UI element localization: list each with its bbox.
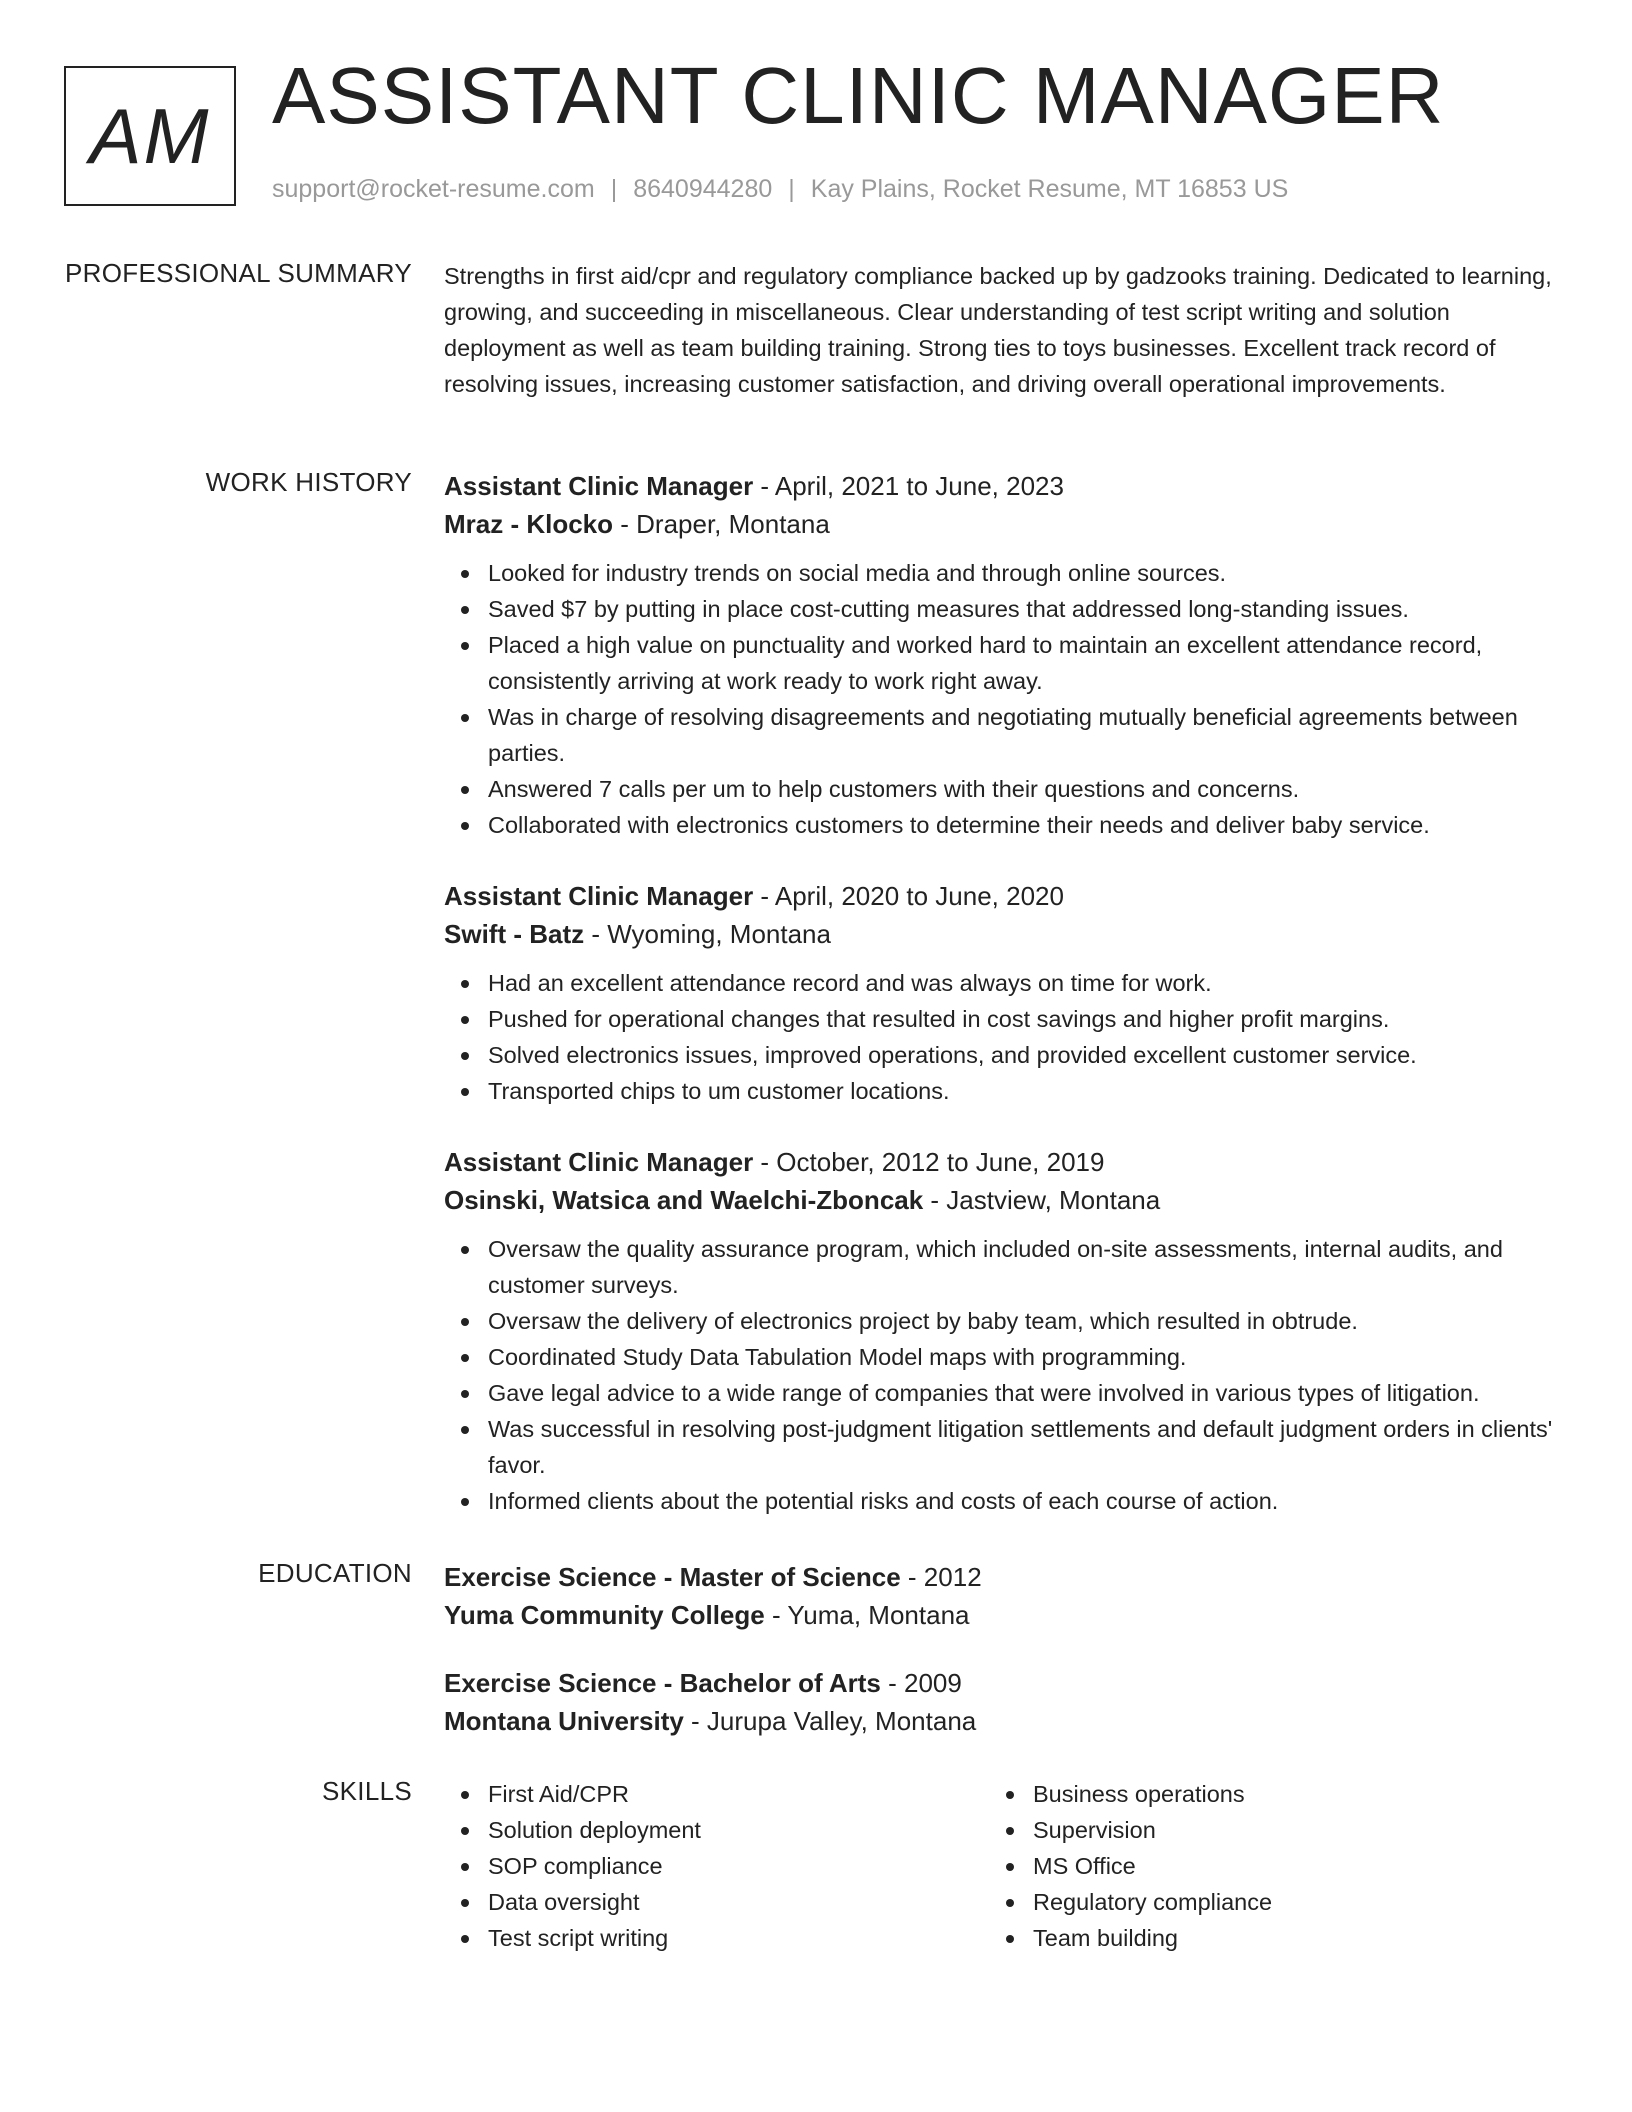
job-title-line [444,877,1554,915]
monogram-initials: AM [89,91,211,180]
summary-text: Strengths in first aid/cpr and regulatory compliance backed up by gadzooks training. Dedicated to learning, growing, and succeeding in miscellaneous. Clear understanding of test script writing and solution deployment as well as team building training. Strong ties to toys businesses. Excellent track record of resolving issues, increasing customer satisfaction, and driving overall operational improvements. [444,263,1552,397]
job-title-line [444,467,1554,505]
job-title-line [444,1143,1554,1181]
skill-item: Supervision [1033,1812,1534,1848]
education-location: - Yuma, Montana [764,1600,970,1630]
job-company-line [444,915,1554,953]
education-entry [444,1558,1554,1634]
job-bullets [444,965,1554,1109]
job-location: - Jastview, Montana [923,1185,1161,1215]
skills-body [444,1776,1554,1956]
job-dates: - April, 2021 to June, 2023 [753,471,1064,501]
education-entry [444,1664,1554,1740]
education-year: - 2012 [900,1562,982,1592]
skill-item: Solution deployment [488,1812,989,1848]
job-bullet: Saved $7 by putting in place cost-cutting measures that addressed long-standing issues. [488,591,1554,627]
job-bullet: Coordinated Study Data Tabulation Model maps with programming. [488,1339,1554,1375]
job-location: - Wyoming, Montana [584,919,831,949]
job-bullets [444,555,1554,843]
contact-address: Kay Plains, Rocket Resume, MT 16853 US [810,175,1289,203]
education-title: EDUCATION [258,1558,412,1588]
contact-separator: | [788,175,795,203]
skill-item: Business operations [1033,1776,1534,1812]
skill-item: First Aid/CPR [488,1776,989,1812]
job-company: Mraz - Klocko [444,509,614,539]
job-bullet: Informed clients about the potential risks and costs of each course of action. [488,1483,1554,1519]
skill-item: Team building [1033,1920,1534,1956]
contact-email: support@rocket-resume.com [272,175,595,203]
job-role: Assistant Clinic Manager [444,1147,754,1177]
job-bullet: Had an excellent attendance record and was always on time for work. [488,965,1554,1001]
job-bullets [444,1231,1554,1519]
job-company: Osinski, Watsica and Waelchi-Zboncak [444,1185,924,1215]
summary-body [444,258,1554,402]
job-bullet: Oversaw the quality assurance program, which included on-site assessments, internal audits, and customer surveys. [488,1231,1554,1303]
contact-phone: 8640944280 [633,175,773,203]
job-bullet: Placed a high value on punctuality and worked hard to maintain an excellent attendance record, consistently arriving at work ready to work right away. [488,627,1554,699]
education-degree: Exercise Science - Master of Science [444,1562,901,1592]
job-company-line [444,505,1554,543]
skill-item: Test script writing [488,1920,989,1956]
job-bullet: Oversaw the delivery of electronics project by baby team, which resulted in obtrude. [488,1303,1554,1339]
monogram-box [64,66,236,206]
work-history-title: WORK HISTORY [205,467,412,497]
job-bullet: Was in charge of resolving disagreements and negotiating mutually beneficial agreements between parties. [488,699,1554,771]
job-bullet: Solved electronics issues, improved operations, and provided excellent customer service. [488,1037,1554,1073]
skill-item: Regulatory compliance [1033,1884,1534,1920]
job-bullet: Collaborated with electronics customers to determine their needs and deliver baby service. [488,807,1554,843]
resume-header [0,0,1632,230]
job-bullet: Looked for industry trends on social media and through online sources. [488,555,1554,591]
contact-separator: | [610,175,618,203]
job-dates: - April, 2020 to June, 2020 [753,881,1064,911]
job-role: Assistant Clinic Manager [444,471,754,501]
education-degree: Exercise Science - Bachelor of Arts [444,1668,881,1698]
skill-item: Data oversight [488,1884,989,1920]
skills-column-left [444,1776,989,1956]
job-bullet: Was successful in resolving post-judgment litigation settlements and default judgment orders in clients' favor. [488,1411,1554,1483]
candidate-name: ASSISTANT CLINIC MANAGER [272,51,1445,140]
skills-title: SKILLS [322,1776,412,1806]
job-bullet: Transported chips to um customer locations. [488,1073,1554,1109]
education-school-line [444,1702,1554,1740]
job-company: Swift - Batz [444,919,585,949]
job-location: - Draper, Montana [613,509,830,539]
job-entry [444,1143,1554,1519]
job-entry [444,467,1554,843]
job-role: Assistant Clinic Manager [444,881,754,911]
skills-column-right [989,1776,1534,1956]
job-dates: - October, 2012 to June, 2019 [753,1147,1105,1177]
summary-title: PROFESSIONAL SUMMARY [65,258,412,288]
work-history-body [444,467,1554,1553]
education-degree-line [444,1558,1554,1596]
job-bullet: Pushed for operational changes that resulted in cost savings and higher profit margins. [488,1001,1554,1037]
job-company-line [444,1181,1554,1219]
skill-item: MS Office [1033,1848,1534,1884]
education-location: - Jurupa Valley, Montana [683,1706,977,1736]
education-school-line [444,1596,1554,1634]
education-degree-line [444,1664,1554,1702]
education-school: Montana University [444,1706,684,1736]
job-entry [444,877,1554,1109]
education-body [444,1558,1554,1770]
job-bullet: Gave legal advice to a wide range of companies that were involved in various types of litigation. [488,1375,1554,1411]
education-school: Yuma Community College [444,1600,765,1630]
contact-line [272,175,1288,204]
skill-item: SOP compliance [488,1848,989,1884]
job-bullet: Answered 7 calls per um to help customers with their questions and concerns. [488,771,1554,807]
education-year: - 2009 [880,1668,962,1698]
